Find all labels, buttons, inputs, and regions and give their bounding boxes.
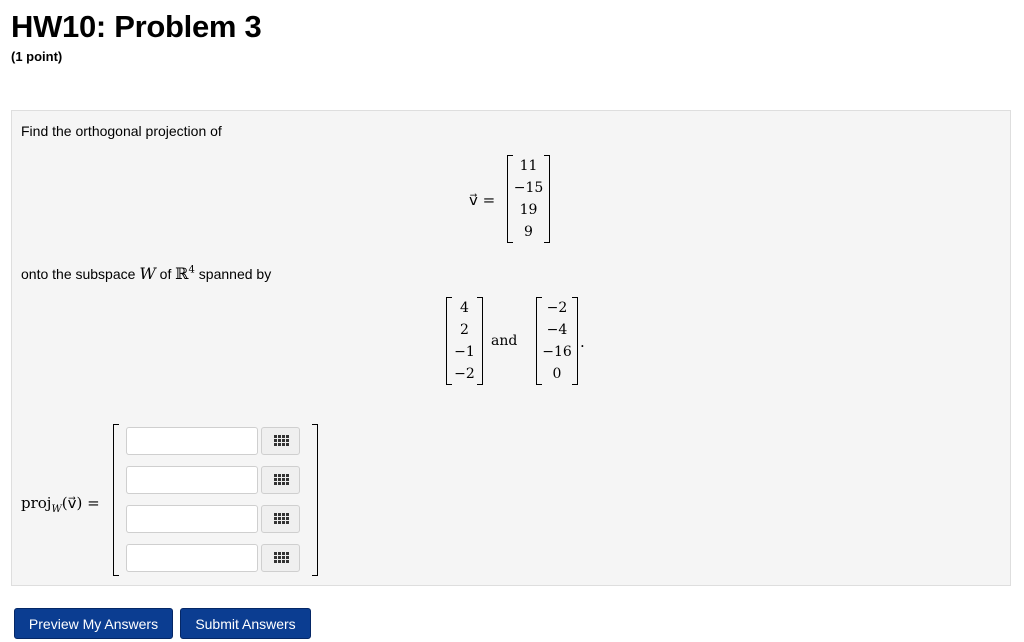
points-label: (1 point) [11,49,63,64]
subspace-r [175,264,195,283]
v-entry-3: 19 [519,202,538,218]
u1-entry-3: −1 [454,344,475,360]
equation-editor-button-3[interactable] [261,505,300,533]
v-entry-2: −15 [513,180,544,196]
proj-sub: W [51,504,62,515]
u2-entry-1: −2 [546,300,568,316]
proj-arg: (v⃗) = [61,494,100,512]
answer-input-1[interactable] [126,427,258,455]
subspace-w: W [139,264,156,283]
page-title: HW10: Problem 3 [11,9,262,44]
answer-row-2 [126,466,300,494]
u2-entry-4: 0 [552,366,562,382]
and-word: and [491,333,518,349]
proj-text: proj [21,494,52,512]
u2-entry-3: −16 [542,344,572,360]
subspace-of: of [159,266,172,282]
u1-entry-2: 2 [460,322,469,338]
preview-answers-button[interactable]: Preview My Answers [14,608,173,639]
proj-label [21,494,100,515]
subspace-pre: onto the subspace [21,266,136,282]
answer-input-4[interactable] [126,544,258,572]
answer-row-1 [126,427,300,455]
v-entry-4: 9 [524,224,533,240]
subspace-r-symbol: ℝ [175,264,189,283]
subspace-text [21,264,271,283]
subspace-post: spanned by [198,266,272,282]
submit-answers-button[interactable]: Submit Answers [180,608,311,639]
subspace-exp: 4 [188,264,195,276]
grid-icon [274,474,288,486]
answer-input-3[interactable] [126,505,258,533]
grid-icon [274,435,288,447]
u2-entry-2: −4 [546,322,568,338]
equation-editor-button-1[interactable] [261,427,300,455]
u1-entry-4: −2 [454,366,475,382]
u1-vector [446,297,483,385]
answer-row-3 [126,505,300,533]
u2-vector [536,297,578,385]
problem-box [11,110,1011,586]
equation-editor-button-2[interactable] [261,466,300,494]
equation-editor-button-4[interactable] [261,544,300,572]
answer-row-4 [126,544,300,572]
v-label: v⃗ = [469,191,496,209]
period: . [580,333,585,351]
problem-intro: Find the orthogonal projection of [21,123,222,139]
grid-icon [274,552,288,564]
answer-input-2[interactable] [126,466,258,494]
u1-entry-1: 4 [460,300,469,316]
v-entry-1: 11 [519,158,538,174]
grid-icon [274,513,288,525]
v-vector [507,155,550,243]
